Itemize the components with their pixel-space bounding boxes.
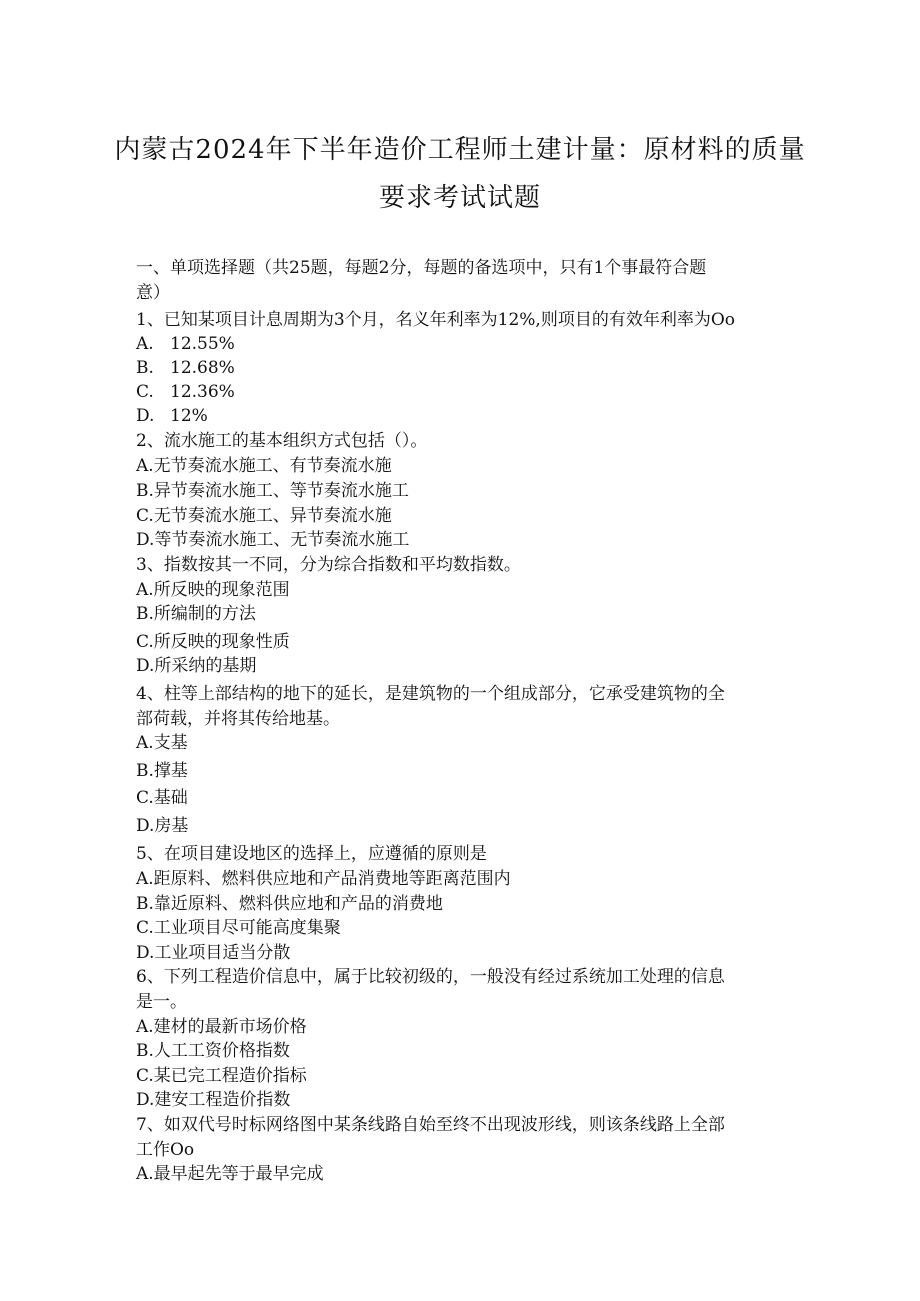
question-2-stem: 2、流水施工的基本组织方式包括（）。 (136, 431, 428, 451)
question-6-option-d: D.建安工程造价指数 (136, 1090, 291, 1110)
document-title-line-1: 内蒙古2024年下半年造价工程师土建计量：原材料的质量 (114, 135, 806, 165)
question-2-option-b: B.异节奏流水施工、等节奏流水施工 (136, 481, 409, 501)
question-3-stem: 3、指数按其一不同，分为综合指数和平均数指数。 (136, 555, 521, 575)
question-3-option-c: C.所反映的现象性质 (136, 632, 290, 652)
option-text: 12.55% (170, 334, 235, 354)
question-2-option-c: C.无节奏流水施工、异节奏流水施 (136, 506, 392, 526)
question-4-option-a: A.支基 (136, 733, 188, 753)
document-title-line-2: 要求考试试题 (378, 183, 541, 213)
question-1-option-a (136, 334, 786, 354)
question-1-option-c (136, 382, 786, 402)
option-letter: A. (136, 334, 154, 354)
question-6-stem-line-1: 6、下列工程造价信息中，属于比较初级的，一般没有经过系统加工处理的信息 (136, 967, 725, 987)
question-1-stem: 1、已知某项目计息周期为3个月，名义年利率为12%,则项目的有效年利率为Oo (136, 310, 735, 330)
option-letter: D. (136, 406, 155, 426)
question-4-stem-line-1: 4、柱等上部结构的地下的延长，是建筑物的一个组成部分，它承受建筑物的全 (136, 684, 725, 704)
section-heading-line-1: 一、单项选择题（共25题，每题2分，每题的备选项中，只有1个事最符合题 (136, 258, 707, 278)
option-text: 12.36% (170, 382, 235, 402)
question-3-option-b: B.所编制的方法 (136, 604, 256, 624)
question-7-stem-line-2: 工作Oo (136, 1140, 195, 1160)
question-3-option-d: D.所采纳的基期 (136, 656, 257, 676)
question-5-option-b: B.靠近原料、燃料供应地和产品的消费地 (136, 894, 443, 914)
question-7-option-a: A.最早起先等于最早完成 (136, 1164, 324, 1184)
question-6-option-c: C.某已完工程造价指标 (136, 1066, 307, 1086)
question-5-option-a: A.距原料、燃料供应地和产品消费地等距离范围内 (136, 869, 511, 889)
question-4-option-c: C.基础 (136, 788, 188, 808)
question-5-option-c: C.工业项目尽可能高度集聚 (136, 918, 341, 938)
question-3-option-a: A.所反映的现象范围 (136, 580, 290, 600)
question-6-option-a: A.建材的最新市场价格 (136, 1017, 307, 1037)
section-heading-line-2: 意） (136, 283, 170, 303)
question-4-option-d: D.房基 (136, 816, 189, 836)
question-5-stem: 5、在项目建设地区的选择上，应遵循的原则是 (136, 844, 487, 864)
question-4-stem-line-2: 部荷载，并将其传给地基。 (136, 709, 340, 729)
question-2-option-a: A.无节奏流水施工、有节奏流水施 (136, 456, 392, 476)
question-4-option-b: B.撑基 (136, 761, 188, 781)
option-text: 12% (170, 406, 208, 426)
question-6-option-b: B.人工工资价格指数 (136, 1041, 290, 1061)
option-letter: C. (136, 382, 154, 402)
question-2-option-d: D.等节奏流水施工、无节奏流水施工 (136, 530, 410, 550)
question-1-option-d (136, 406, 786, 426)
question-6-stem-line-2: 是一。 (136, 992, 187, 1012)
option-letter: B. (136, 358, 154, 378)
question-5-option-d: D.工业项目适当分散 (136, 943, 291, 963)
question-7-stem-line-1: 7、如双代号时标网络图中某条线路自始至终不出现波形线，则该条线路上全部 (136, 1115, 725, 1135)
option-text: 12.68% (170, 358, 235, 378)
question-1-option-b (136, 358, 786, 378)
